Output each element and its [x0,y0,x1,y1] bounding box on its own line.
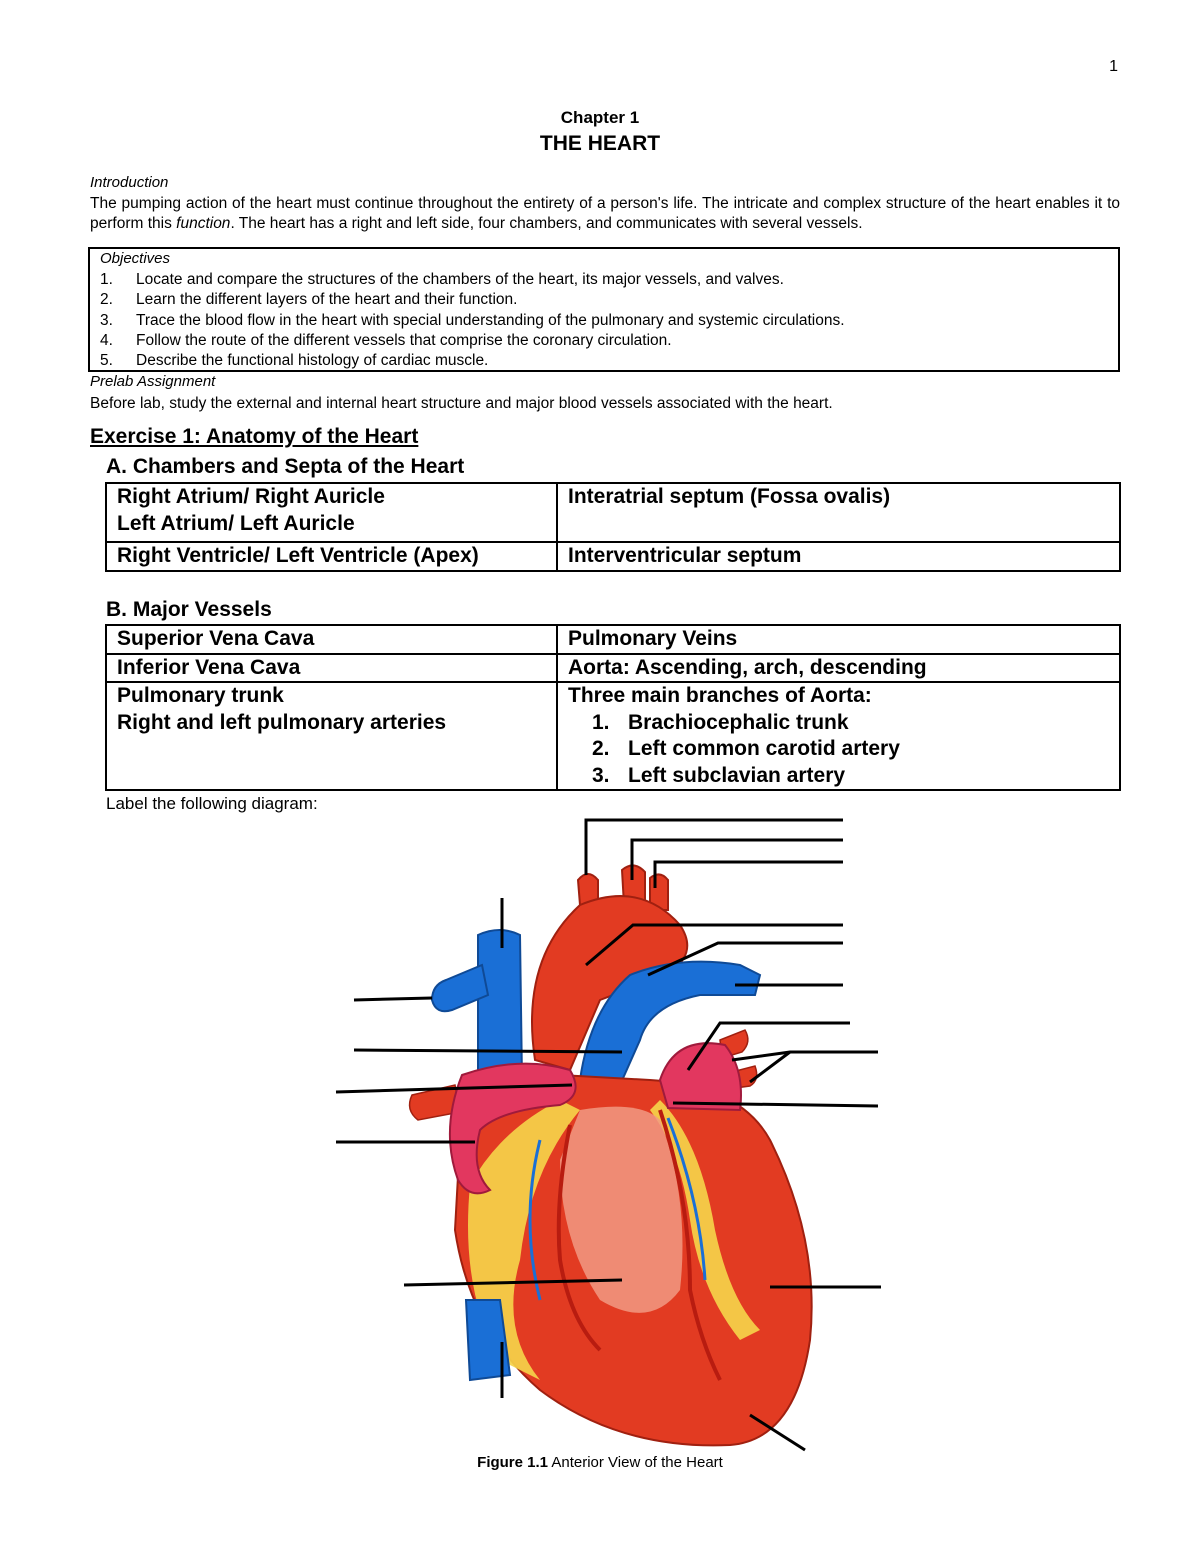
label-line [732,1052,878,1060]
cell-text: Right Atrium/ Right Auricle [117,485,385,508]
cell-text: Pulmonary trunk [117,684,284,707]
cell-text: Superior Vena Cava [117,627,315,650]
page-number: 1 [1109,58,1118,75]
section-a-title: A. Chambers and Septa of the Heart [106,455,465,478]
superior-vena-cava [478,930,522,1085]
objective-item: 3. Trace the blood flow in the heart with special understanding of the pulmonary and systemic circulations. [100,311,845,329]
label-line [655,862,843,888]
list-item: 2. Left common carotid artery [592,737,900,760]
cell-text: Pulmonary Veins [568,627,738,650]
figure-caption: Figure 1.1 Anterior View of the Heart [477,1454,723,1471]
cell-text: Aorta: Ascending, arch, descending [568,655,927,679]
objective-item: 2. Learn the different layers of the heart and their function. [100,291,518,309]
objective-item: 1. Locate and compare the structures of the chambers of the heart, its major vessels, and valves. [100,271,784,288]
chapter-title: THE HEART [539,132,661,155]
cell-text: Right Ventricle/ Left Ventricle (Apex) [117,544,479,567]
cell-text: Right and left pulmonary arteries [117,710,447,734]
cell-text: Three main branches of Aorta: [568,684,872,707]
introduction-text: The pumping action of the heart must continue throughout the entirety of a person's life. The intricate and complex structure of the heart enables it to perform this function. The heart has a right and left side, four chambers, and communicates with several vessels. [90,195,1120,232]
list-item: 1. Brachiocephalic trunk [592,710,849,734]
label-instruction: Label the following diagram: [106,794,318,813]
list-item: 3. Left subclavian artery [592,763,846,787]
objectives-label: Objectives [100,250,171,267]
cell-text: Left Atrium/ Left Auricle [117,511,355,535]
objective-item: 5. Describe the functional histology of cardiac muscle. [100,352,489,370]
section-b-title: B. Major Vessels [106,598,272,621]
prelab-label: Prelab Assignment [90,373,216,390]
chapter-number: Chapter 1 [560,108,640,127]
introduction-label: Introduction [90,174,169,191]
cell-text: Interatrial septum (Fossa ovalis) [568,485,891,508]
objective-item: 4. Follow the route of the different vessels that comprise the coronary circulation. [100,331,672,349]
label-line [354,1050,622,1052]
prelab-text: Before lab, study the external and internal heart structure and major blood vessels associated with the heart. [90,395,833,412]
label-line [632,840,843,880]
cell-text: Interventricular septum [568,544,802,567]
label-line [586,820,843,875]
exercise-title: Exercise 1: Anatomy of the Heart [90,425,419,448]
label-line [354,998,432,1000]
cell-text: Inferior Vena Cava [117,655,301,679]
